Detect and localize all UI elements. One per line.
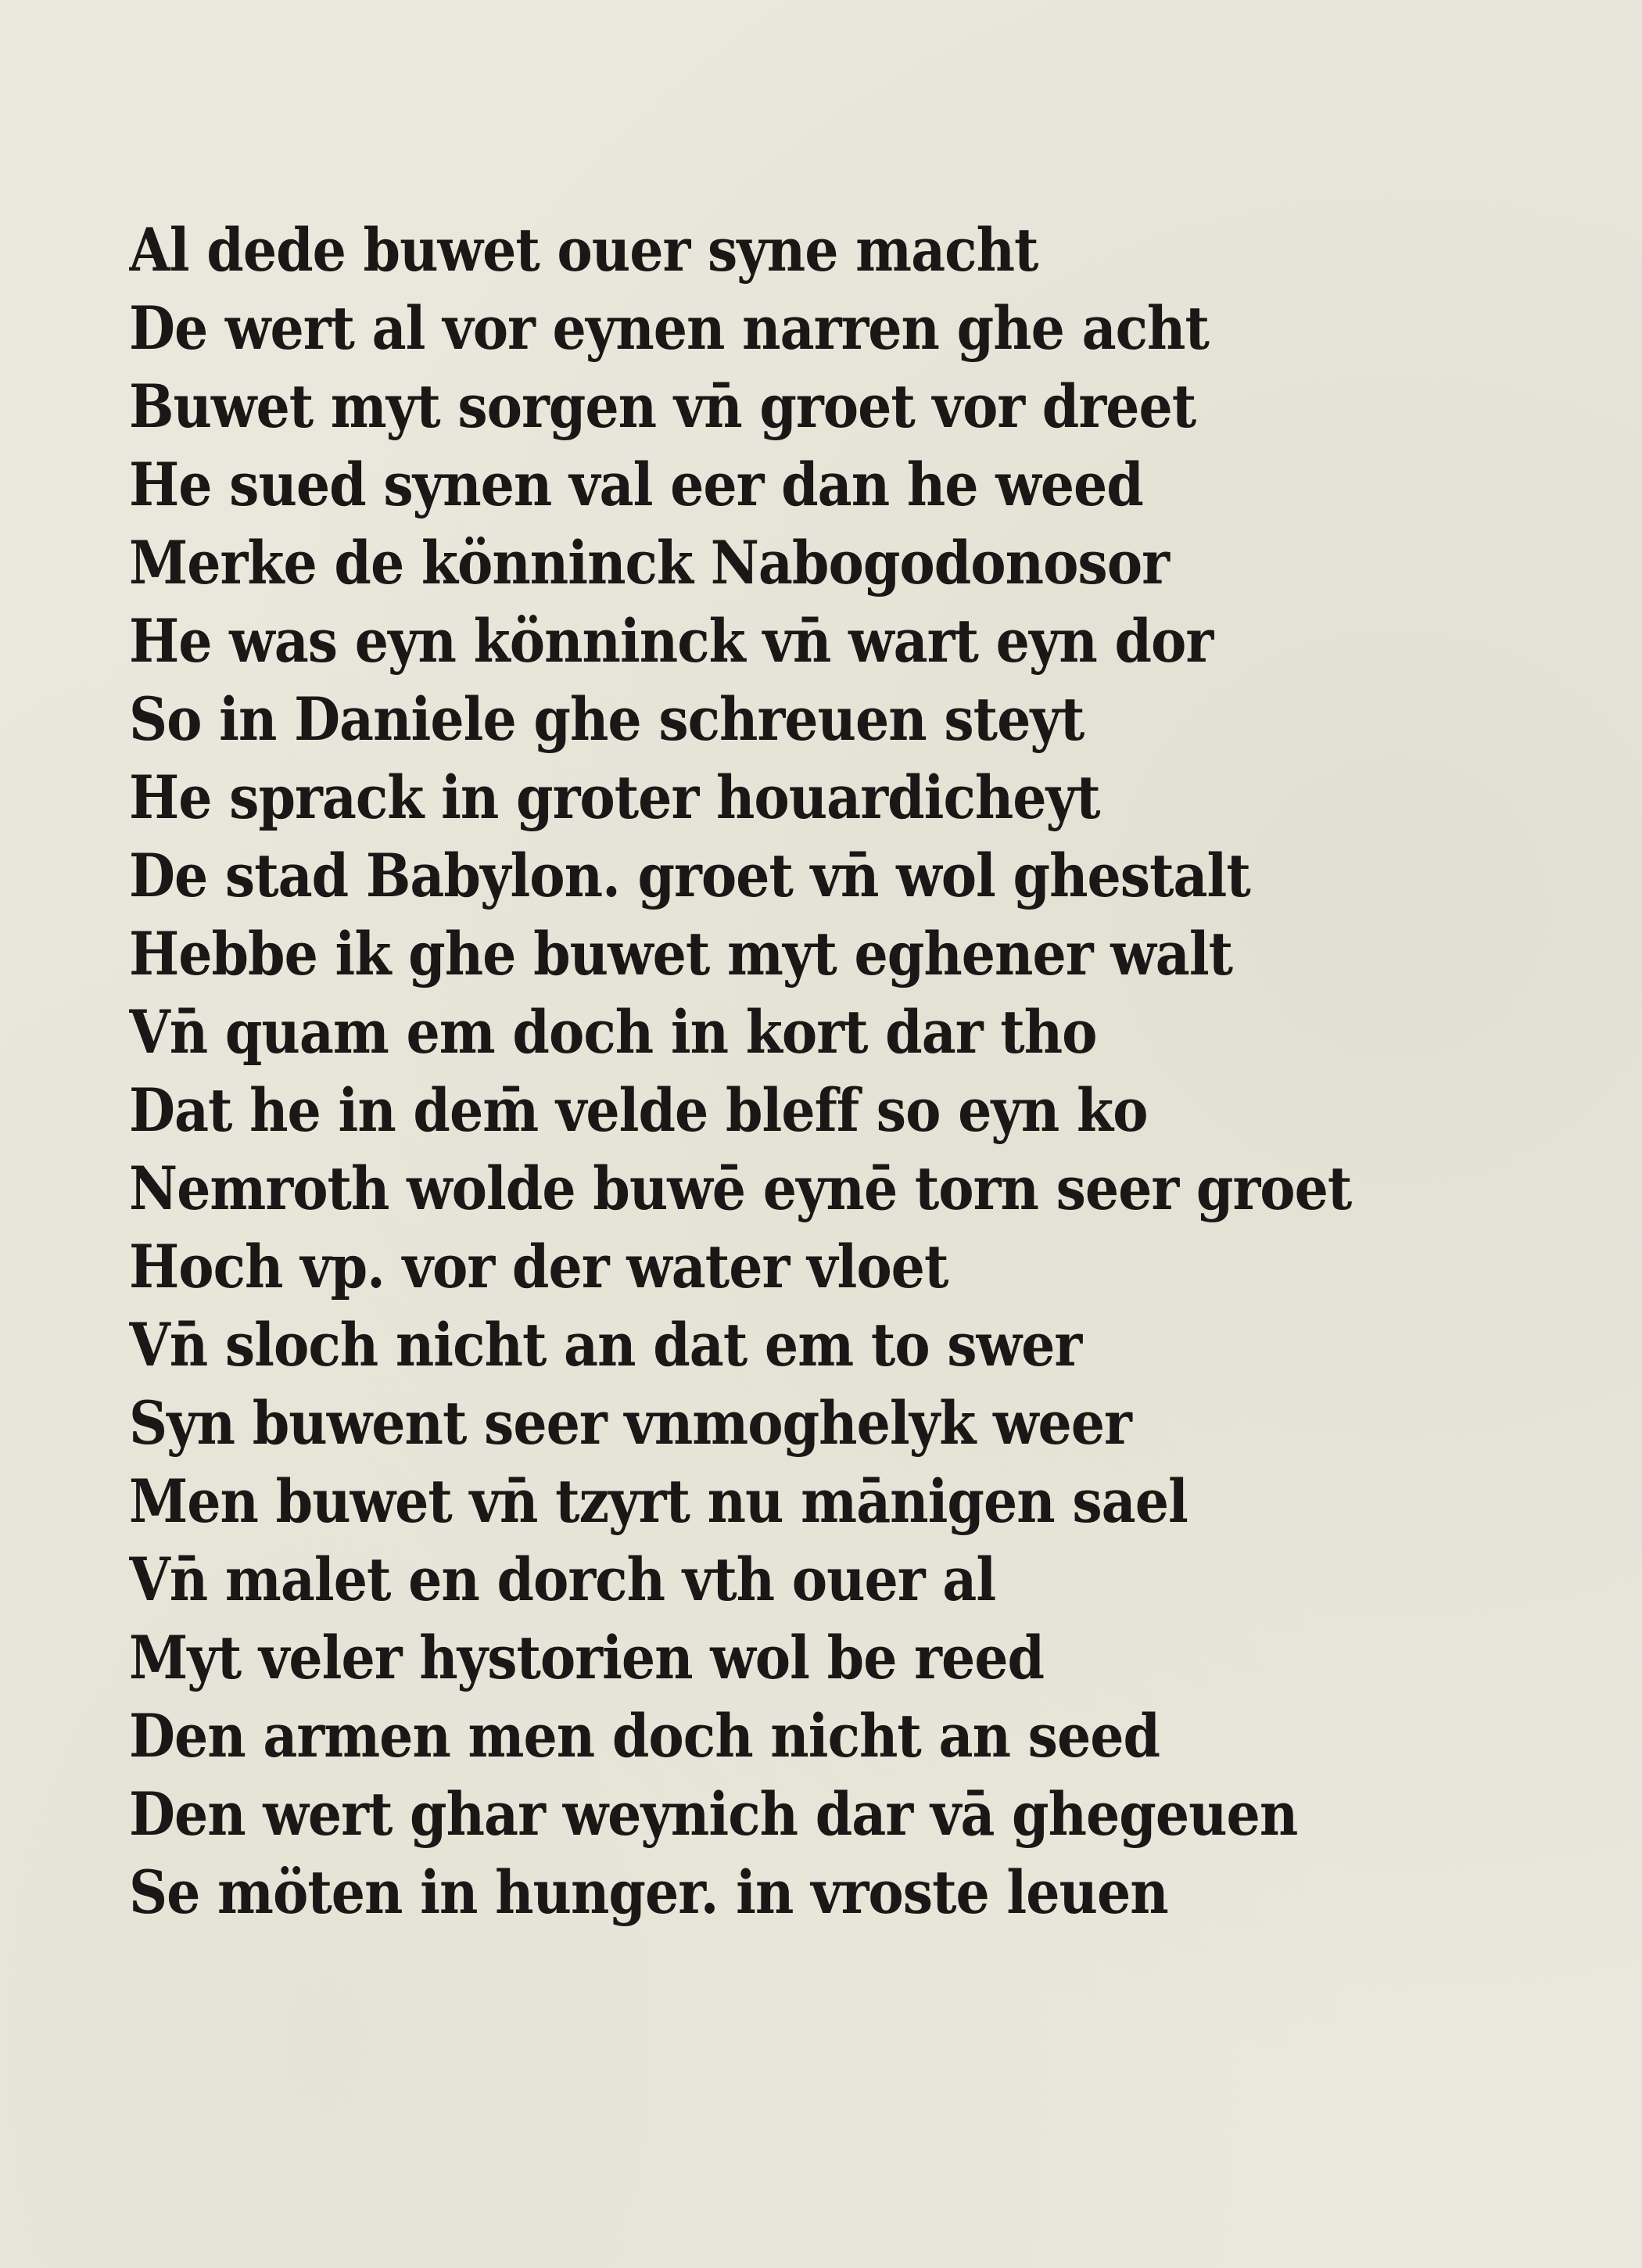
verse-line: Vn̄ sloch nicht an dat em to swer — [129, 1310, 1082, 1380]
verse-line: Hebbe ik ghe buwet myt eghener walt — [129, 919, 1233, 989]
verse-line: Nemroth wolde buwē eynē torn seer groet — [129, 1154, 1352, 1224]
verse-line: Syn buwent seer vnmoghelyk weer — [129, 1388, 1131, 1459]
verse-line: Buwet myt sorgen vn̄ groet vor dreet — [129, 371, 1196, 442]
verse-line: He was eyn könninck vn̄ wart eyn dor — [129, 606, 1214, 676]
verse-line: Hoch vp. vor der water vloet — [129, 1232, 948, 1302]
verse-line: Vn̄ malet en dorch vth ouer al — [129, 1545, 996, 1615]
verse-line: Myt veler hystorien wol be reed — [129, 1623, 1045, 1693]
verse-line: Dat he in dem̄ velde bleff so eyn ko — [129, 1075, 1148, 1146]
verse-line: He sprack in groter houardicheyt — [129, 763, 1100, 833]
verse-text-block — [129, 211, 1505, 1932]
verse-line: Vn̄ quam em doch in kort dar tho — [129, 997, 1097, 1068]
verse-line: Den armen men doch nicht an seed — [129, 1701, 1160, 1771]
verse-line: De wert al vor eynen narren ghe acht — [129, 293, 1209, 364]
verse-line: Al dede buwet ouer syne macht — [129, 215, 1038, 285]
verse-line: Den wert ghar weynich dar vā ghegeuen — [129, 1779, 1298, 1850]
verse-line: Merke de könninck Nabogodonosor — [129, 528, 1169, 598]
verse-line: He sued synen val eer dan he weed — [129, 450, 1143, 520]
verse-line: Men buwet vn̄ tzyrt nu mānigen sael — [129, 1466, 1188, 1537]
verse-line: Se möten in hunger. in vroste leuen — [129, 1857, 1168, 1928]
verse-line: De stad Babylon. groet vn̄ wol ghestalt — [129, 841, 1250, 911]
verse-line: So in Daniele ghe schreuen steyt — [129, 684, 1085, 755]
